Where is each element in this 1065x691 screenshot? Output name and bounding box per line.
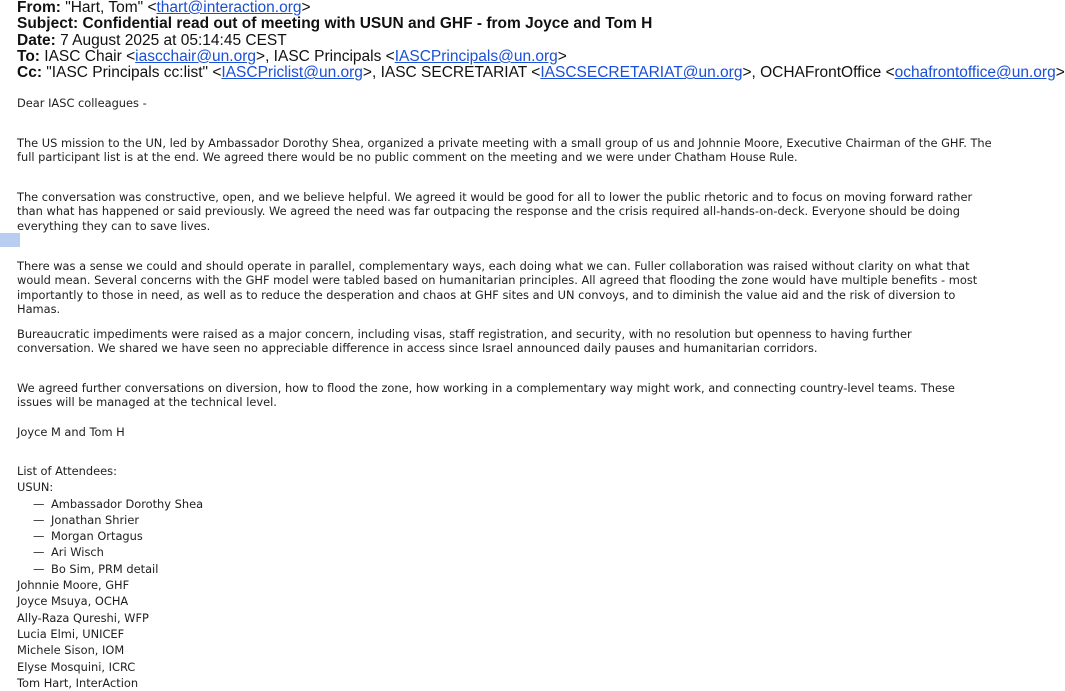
attendee-list — [17, 463, 203, 691]
to-label: To: — [17, 47, 40, 65]
cc-iascpriclist-link[interactable]: IASCPriclist@un.org — [221, 64, 363, 82]
cc-iascsecretariat-link[interactable]: IASCSECRETARIAT@un.org — [540, 64, 743, 82]
greeting: Dear IASC colleagues - — [17, 96, 147, 110]
paragraph-1: The US mission to the UN, led by Ambassador Dorothy Shea, organized a private meeting with a small group of us and Johnnie Moore, Executive Chairman of the GHF. The full participant list is at the end. We agreed there would be no public comment on the meeting and we were under Chatham House Rule. — [17, 136, 992, 165]
date-line — [17, 33, 1065, 49]
list-item: — Morgan Ortagus — [33, 529, 143, 544]
list-item: Johnnie Moore, GHF — [17, 578, 130, 593]
list-item: Tom Hart, InterAction — [17, 675, 139, 690]
subject-label: Subject: — [17, 15, 79, 33]
usun-label: USUN: — [17, 480, 54, 495]
list-item: Ally-Raza Qureshi, WFP — [17, 610, 149, 625]
dash-bullet: — — [33, 512, 45, 527]
cc-line: Cc: "IASC Principals cc:list" <IASCPriclist@un.org>, IASC SECRETARIAT <IASCSECRETARIAT@un.org>, OCHAFrontOffice <ochafrontoffice@un.org> — [17, 64, 1065, 82]
dash-bullet: — — [33, 561, 45, 576]
dash-bullet: — — [33, 529, 45, 544]
email-header — [17, 0, 1065, 81]
list-item: — Bo Sim, PRM detail — [33, 561, 159, 576]
list-item: Joyce Msuya, OCHA — [17, 594, 129, 609]
from-email-link[interactable]: thart@interaction.org — [156, 0, 302, 16]
to-iascprincipals-link[interactable]: IASCPrincipals@un.org — [394, 47, 558, 65]
paragraph-5: We agreed further conversations on diversion, how to flood the zone, how working in a complementary way might work, and connecting country-level teams. These issues will be managed at the technical level. — [17, 381, 955, 410]
to-iascchair-link[interactable]: iascchair@un.org — [135, 47, 257, 65]
cc-label: Cc: — [17, 64, 42, 82]
paragraph-4: Bureaucratic impediments were raised as a major concern, including visas, staff registration, and security, with no resolution but openness to having further conversation. We shared we have seen no appreciable difference in access since Israel announced daily pauses and humanitarian corridors. — [17, 327, 912, 356]
date-value: 7 August 2025 at 05:14:45 CEST — [60, 31, 287, 49]
dash-bullet: — — [33, 496, 45, 511]
from-line: From: "Hart, Tom" <thart@interaction.org> — [17, 0, 311, 16]
list-item: Michele Sison, IOM — [17, 643, 125, 658]
list-item: Elyse Mosquini, ICRC — [17, 659, 136, 674]
dash-bullet: — — [33, 545, 45, 560]
attendees-title: List of Attendees: — [17, 464, 117, 478]
list-item: Lucia Elmi, UNICEF — [17, 626, 125, 641]
from-label: From: — [17, 0, 61, 16]
date-label: Date: — [17, 31, 56, 49]
paragraph-3: There was a sense we could and should operate in parallel, complementary ways, each doing what we can. Fuller collaboration was raised without clarity on what that would mean. Several concerns with the GHF model were tabled based on humanitarian principles. All agreed that flooding the zone would have multiple benefits - most importantly to those in need, as well as to reduce the desperation and chaos at GHF sites and UN convoys, and to diminish the value aid and the risk of diversion to Hamas. — [17, 259, 978, 317]
to-line: To: IASC Chair <iascchair@un.org>, IASC Principals <IASCPrincipals@un.org> — [17, 47, 567, 65]
paragraph-2: The conversation was constructive, open, and we believe helpful. We agreed it would be good for all to lower the public rhetoric and to focus on moving forward rather than what has happened or said previously. We agreed the need was far outpacing the response and the crisis required all-hands-on-deck. Everyone should be doing everything they can to save lives. — [17, 190, 973, 233]
signoff: Joyce M and Tom H — [17, 425, 125, 439]
from-name: "Hart, Tom" < — [65, 0, 157, 16]
list-item: — Jonathan Shrier — [33, 512, 140, 527]
text-selection-highlight — [0, 233, 20, 247]
subject-line — [17, 16, 1065, 32]
subject-text: Confidential read out of meeting with USUN and GHF - from Joyce and Tom H — [82, 15, 653, 33]
list-item: — Ari Wisch — [33, 545, 104, 560]
cc-ochafrontoffice-link[interactable]: ochafrontoffice@un.org — [894, 64, 1056, 82]
list-item: — Ambassador Dorothy Shea — [33, 496, 204, 511]
